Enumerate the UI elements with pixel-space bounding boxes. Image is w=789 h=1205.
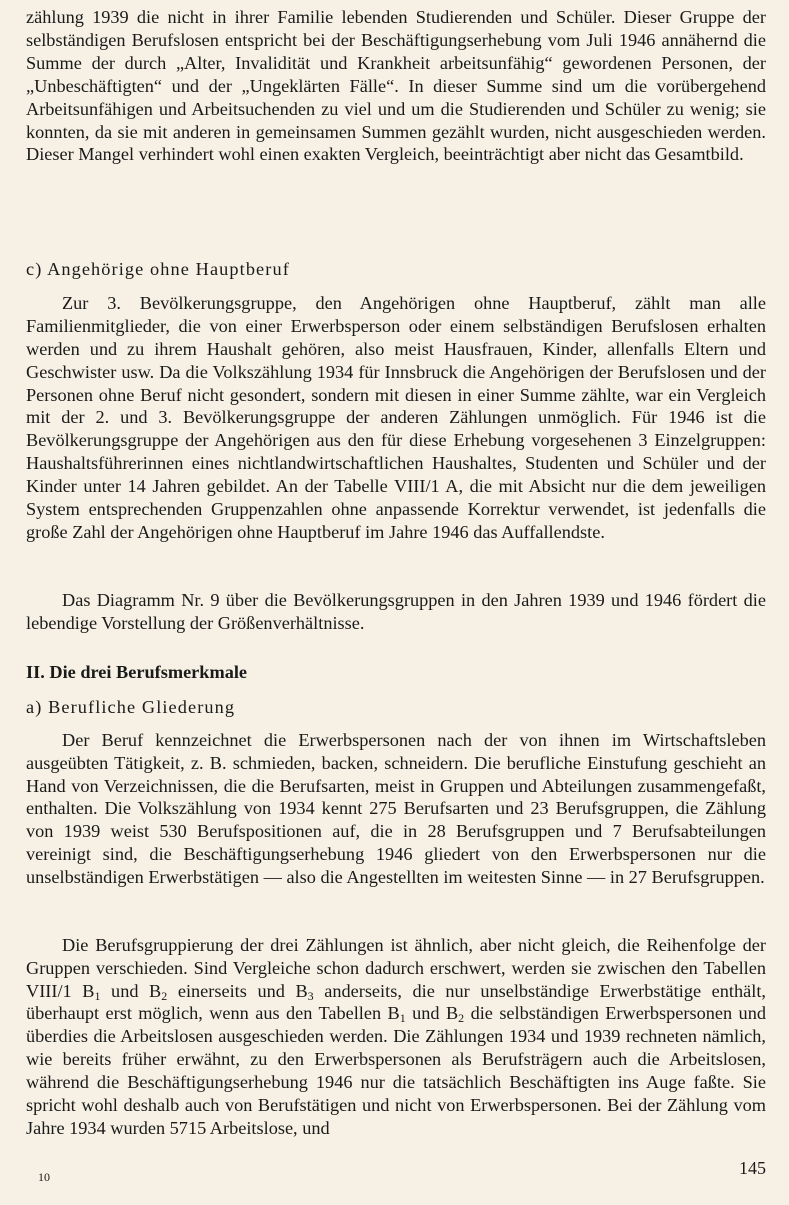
text-run: anderseits, die nur unselbständige Erwerbstätige enthält, überhaupt erst möglich, wenn aus den Tabellen B (26, 980, 766, 1024)
page-body (26, 6, 766, 1140)
text-run: und B (405, 1003, 459, 1024)
subheading-c: c) Angehörige ohne Hauptberuf (26, 259, 290, 279)
page-footer (26, 1158, 766, 1188)
page-number: 145 (739, 1158, 766, 1178)
text-run: und B (100, 980, 162, 1001)
paragraph-beruf: Der Beruf kennzeichnet die Erwerbspersonen nach der von ihnen im Wirtschaftsleben ausgeübten Tätigkeit, z. B. schmieden, backen, schneidern. Die berufliche Einstufung geschieht an Hand von Verzeichnissen, die die Berufsarten, meist in Gruppen und Abteilungen zusammengefaßt, enthalten. Die Volkszählung von 1934 kennt 275 Berufsarten und 23 Berufsgruppen, die Zählung von 1939 weist 530 Berufspositionen auf, die in 28 Berufsgruppen und 7 Berufsabteilungen vereinigt sind, die Beschäftigungserhebung 1946 gliedert von den Erwerbspersonen nur die unselbständigen Erwerbstätigen — also die Angestellten im weitesten Sinne — in 27 Berufsgruppen. (26, 729, 766, 888)
subscript: 1 (94, 988, 101, 1003)
subscript: 2 (458, 1011, 465, 1026)
section-heading-II: II. Die drei Berufsmerkmale (26, 661, 248, 682)
paragraph-berufsgruppierung (26, 934, 766, 1140)
subscript: 1 (399, 1011, 406, 1026)
footer-signature-mark: 10 (38, 1170, 50, 1184)
subscript: 2 (161, 988, 168, 1003)
subscript: 3 (307, 988, 314, 1003)
paragraph-diagramm: Das Diagramm Nr. 9 über die Bevölkerungsgruppen in den Jahren 1939 und 1946 fördert die lebendige Vorstellung der Größenverhältnisse. (26, 589, 766, 633)
text-run: die selbständigen Erwerbspersonen und überdies die Arbeitslosen ausgeschieden werden. Die Zählungen 1934 und 1939 rechneten nämlich, wie bereits früher erwähnt, zu den Erwerbspersonen als Berufsträgern auch die Arbeitslosen, während die Beschäftigungserhebung 1946 nur die tatsächlich Beschäftigten ins Auge faßte. Sie spricht wohl deshalb auch von Berufstätigen und nicht von Erwerbspersonen. Bei der Zählung vom Jahre 1934 wurden 5715 Arbeitslose, und (26, 1003, 766, 1138)
paragraph-angehoerige: Zur 3. Bevölkerungsgruppe, den Angehörigen ohne Hauptberuf, zählt man alle Familienmitglieder, die von einer Erwerbsperson oder einem selbständigen Berufslosen erhalten werden und zu ihrem Haushalt gehören, also meist Hausfrauen, Kinder, allenfalls Eltern und Geschwister usw. Da die Volkszählung 1934 für Innsbruck die Angehörigen der Berufslosen und der Personen ohne Beruf nicht gesondert, sondern mit diesen in einer Summe zählte, war ein Vergleich mit der 2. und 3. Bevölkerungsgruppe der anderen Zählungen unmöglich. Für 1946 ist die Bevölkerungsgruppe der Angehörigen aus den für diese Erhebung vorgesehenen 3 Einzelgruppen: Haushaltsführerinnen eines nichtlandwirtschaftlichen Haushaltes, Studenten und Schüler und der Kinder unter 14 Jahren gebildet. An der Tabelle VIII/1 A, die mit Absicht nur die dem jeweiligen System entsprechenden Gruppenzahlen ohne anpassende Korrektur verwendet, ist jedenfalls die große Zahl der Angehörigen ohne Hauptberuf im Jahre 1946 das Auffallendste. (26, 292, 766, 542)
subheading-a: a) Berufliche Gliederung (26, 696, 236, 717)
paragraph-continuation: zählung 1939 die nicht in ihrer Familie lebenden Studierenden und Schüler. Dieser Gruppe der selbständigen Berufslosen entspricht bei der Beschäftigungserhebung vom Juli 1946 annähernd die Summe der durch „Alter, Invalidität und Krankheit arbeitsunfähig“ gewordenen Personen, der „Unbeschäftigten“ und der „Ungeklärten Fälle“. In dieser Summe sind um die vorübergehend Arbeitsunfähigen und Arbeitsuchenden zu viel und um die Studierenden und Schüler zu wenig; sie konnten, da sie mit anderen in gemeinsamen Summen gezählt wurden, nicht ausgeschieden werden. Dieser Mangel verhindert wohl einen exakten Vergleich, beeinträchtigt aber nicht das Gesamtbild. (26, 7, 766, 165)
text-run: einerseits und B (167, 980, 308, 1001)
text-run: Die Berufsgruppierung der drei Zählungen ist ähnlich, aber nicht gleich, die Reihenfolge der Gruppen verschieden. Sind Vergleiche schon dadurch erschwert, werden sie zwischen den Tabellen VIII/1 B (26, 934, 766, 1001)
